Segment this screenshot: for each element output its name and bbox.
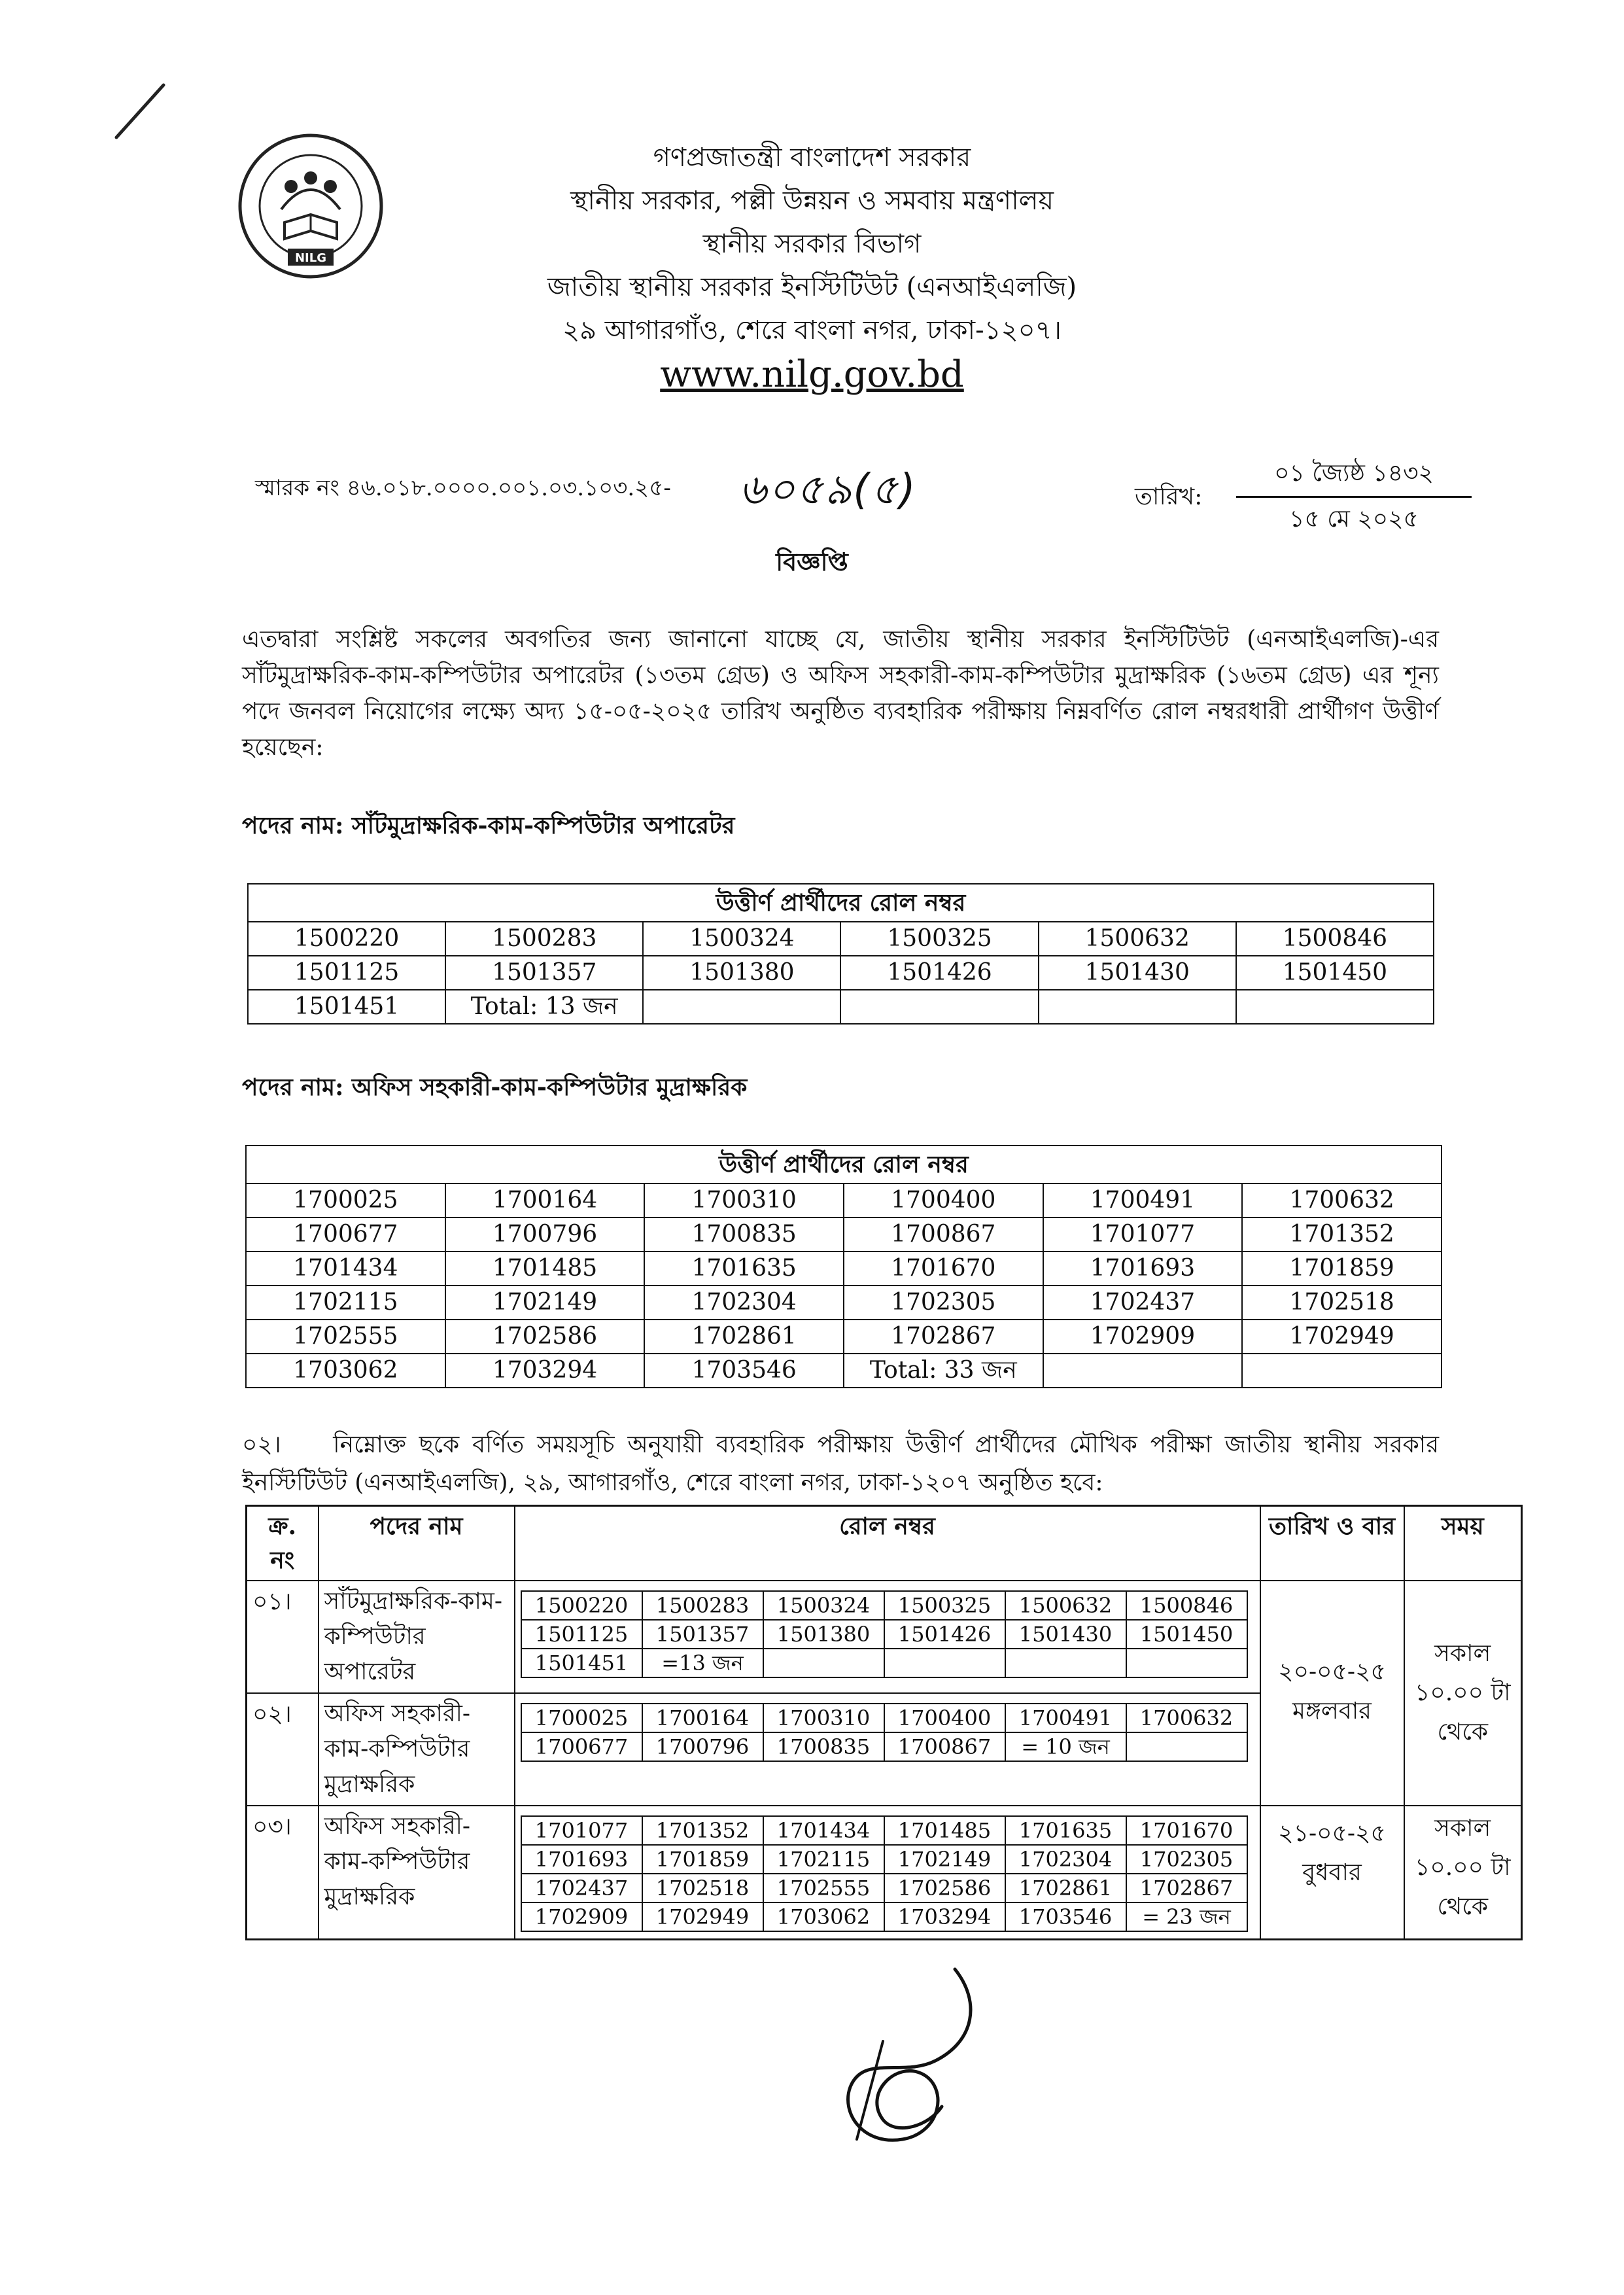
roll-cell: 1501430	[1039, 956, 1236, 990]
roll-cell: 1701859	[642, 1845, 763, 1874]
roll-cell: 1501430	[1005, 1620, 1126, 1649]
roll-cell: 1700632	[1126, 1704, 1247, 1732]
roll-cell: 1701352	[642, 1816, 763, 1845]
roll-cell: 1500324	[763, 1591, 884, 1620]
website-link[interactable]: www.nilg.gov.bd	[660, 353, 964, 396]
schedule-header-serial: ক্র. নং	[247, 1506, 319, 1581]
roll-cell: 1702861	[1005, 1874, 1126, 1902]
total-cell: = 23 জন	[1126, 1902, 1247, 1931]
roll-cell: 1701635	[1005, 1816, 1126, 1845]
post1-table-header: উত্তীর্ণ প্রার্থীদের রোল নম্বর	[248, 884, 1434, 922]
schedule-serial: ০১।	[247, 1581, 319, 1693]
schedule-serial: ০৩।	[247, 1806, 319, 1940]
roll-cell: 1701077	[1043, 1218, 1243, 1252]
total-cell: =13 জন	[642, 1649, 763, 1677]
schedule-header-post: পদের নাম	[319, 1506, 515, 1581]
roll-cell: 1702115	[763, 1845, 884, 1874]
table-row	[248, 990, 1434, 1024]
roll-cell: 1703546	[1005, 1902, 1126, 1931]
roll-cell: 1702518	[1242, 1286, 1442, 1320]
section2-text: নিম্নোক্ত ছকে বর্ণিত সময়সূচি অনুযায়ী ব্যবহারিক পরীক্ষায় উত্তীর্ণ প্রার্থীদের মৌখিক পরীক্ষা জাতীয় স্থানীয় সরকার ইনস্টিটিউট (এনআইএলজি), ২৯, আগারগাঁও, শেরে বাংলা নগর, ঢাকা-১২০৭ অনুষ্ঠিত হবে:	[242, 1431, 1439, 1496]
schedule-header-date: তারিখ ও বার	[1260, 1506, 1404, 1581]
roll-cell: 1500325	[884, 1591, 1005, 1620]
roll-cell: 1701077	[521, 1816, 642, 1845]
roll-cell: 1501380	[643, 956, 840, 990]
post1-roll-table	[247, 883, 1434, 1025]
roll-cell: 1700677	[246, 1218, 445, 1252]
roll-cell: 1700491	[1043, 1183, 1243, 1218]
roll-cell: 1700400	[884, 1704, 1005, 1732]
roll-cell: 1701485	[884, 1816, 1005, 1845]
table-row	[246, 1183, 1442, 1218]
roll-cell: 1702867	[1126, 1874, 1247, 1902]
total-cell: Total: 13 জন	[445, 990, 643, 1024]
viva-schedule-table	[245, 1505, 1523, 1940]
intro-paragraph: এতদ্বারা সংশ্লিষ্ট সকলের অবগতির জন্য জানানো যাচ্ছে যে, জাতীয় স্থানীয় সরকার ইনস্টিটিউট (এনআইএলজি)-এর সাঁটমুদ্রাক্ষরিক-কাম-কম্পিউটার অপারেটর (১৩তম গ্রেড) ও অফিস সহকারী-কাম-কম্পিউটার মুদ্রাক্ষরিক (১৬তম গ্রেড) এর শূন্য পদে জনবল নিয়োগের লক্ষ্যে অদ্য ১৫-০৫-২০২৫ তারিখ অনুষ্ঠিত ব্যবহারিক পরীক্ষায় নিম্নবর্ণিত রোল নম্বরধারী প্রার্থীগণ উত্তীর্ণ হয়েছেন:	[242, 626, 1439, 761]
roll-cell	[1043, 1354, 1243, 1388]
table-row	[248, 956, 1434, 990]
roll-cell	[840, 990, 1038, 1024]
roll-cell: 1500846	[1126, 1591, 1247, 1620]
roll-cell: 1500283	[642, 1591, 763, 1620]
roll-cell: 1702867	[844, 1320, 1043, 1354]
post2-table-header: উত্তীর্ণ প্রার্থীদের রোল নম্বর	[246, 1146, 1442, 1183]
schedule-date-group2	[1260, 1806, 1404, 1940]
roll-cell	[1242, 1354, 1442, 1388]
roll-cell: 1500220	[248, 922, 445, 956]
schedule-date-group1	[1260, 1581, 1404, 1806]
schedule-roll-grid	[521, 1815, 1248, 1932]
roll-cell: 1700632	[1242, 1183, 1442, 1218]
roll-cell: 1500283	[445, 922, 643, 956]
roll-cell: 1701670	[1126, 1816, 1247, 1845]
schedule-date: ২০-০৫-২৫	[1278, 1658, 1386, 1685]
roll-cell: 1701670	[844, 1252, 1043, 1286]
roll-cell	[1039, 990, 1236, 1024]
roll-cell	[763, 1649, 884, 1677]
roll-cell: 1701434	[246, 1252, 445, 1286]
roll-cell: 1703294	[445, 1354, 645, 1388]
roll-cell: 1501451	[248, 990, 445, 1024]
roll-cell: 1702304	[1005, 1845, 1126, 1874]
schedule-post-name: অফিস সহকারী-কাম-কম্পিউটার মুদ্রাক্ষরিক	[319, 1806, 515, 1940]
memo-ref-handwritten: ৬০৫৯(৫)	[739, 466, 917, 514]
logo-text: NILG	[294, 251, 327, 265]
pen-stroke-mark	[111, 79, 170, 144]
roll-cell	[1126, 1649, 1247, 1677]
header-line-2: স্থানীয় সরকার, পল্লী উন্নয়ন ও সমবায় মন্ত্রণালয়	[570, 186, 1054, 216]
post2-roll-table	[245, 1145, 1442, 1388]
roll-cell: 1702861	[644, 1320, 844, 1354]
roll-cell: 1702949	[1242, 1320, 1442, 1354]
schedule-header-roll: রোল নম্বর	[515, 1506, 1260, 1581]
schedule-day: বুধবার	[1302, 1859, 1362, 1886]
date-label: তারিখ:	[1135, 483, 1203, 510]
schedule-time-group1: সকাল ১০.০০ টা থেকে	[1404, 1581, 1522, 1806]
roll-cell: 1500220	[521, 1591, 642, 1620]
roll-cell: 1700164	[445, 1183, 645, 1218]
roll-cell: 1701635	[644, 1252, 844, 1286]
notice-title: বিজ্ঞপ্তি	[776, 547, 848, 576]
roll-cell	[1126, 1732, 1247, 1761]
roll-cell: 1703062	[246, 1354, 445, 1388]
header-line-5: ২৯ আগারগাঁও, শেরে বাংলা নগর, ঢাকা-১২০৭।	[562, 315, 1062, 345]
schedule-roll-grid	[521, 1703, 1248, 1762]
roll-cell: 1700835	[644, 1218, 844, 1252]
roll-cell: 1501450	[1236, 956, 1434, 990]
roll-cell: 1701859	[1242, 1252, 1442, 1286]
roll-cell	[643, 990, 840, 1024]
roll-cell: 1500632	[1039, 922, 1236, 956]
roll-cell: 1501125	[248, 956, 445, 990]
roll-cell: 1702949	[642, 1902, 763, 1931]
table-row	[246, 1354, 1442, 1388]
signature-mark	[785, 1963, 1060, 2159]
header-line-4: জাতীয় স্থানীয় সরকার ইনস্টিটিউট (এনআইএলজি)	[547, 272, 1077, 302]
schedule-roll-cell	[515, 1581, 1260, 1693]
date-english: ১৫ মে ২০২৫	[1289, 506, 1419, 533]
roll-cell: 1702149	[884, 1845, 1005, 1874]
roll-cell: 1501450	[1126, 1620, 1247, 1649]
roll-cell: 1702555	[246, 1320, 445, 1354]
roll-cell: 1501451	[521, 1649, 642, 1677]
schedule-post-name: সাঁটমুদ্রাক্ষরিক-কাম-কম্পিউটার অপারেটর	[319, 1581, 515, 1693]
roll-cell: 1702437	[521, 1874, 642, 1902]
roll-cell: 1700310	[644, 1183, 844, 1218]
schedule-post-name: অফিস সহকারী-কাম-কম্পিউটার মুদ্রাক্ষরিক	[319, 1693, 515, 1806]
table-row	[248, 922, 1434, 956]
header-line-1: গণপ্রজাতন্ত্রী বাংলাদেশ সরকার	[653, 143, 971, 173]
roll-cell: 1701693	[521, 1845, 642, 1874]
roll-cell: 1702909	[521, 1902, 642, 1931]
roll-cell: 1701693	[1043, 1252, 1243, 1286]
schedule-roll-cell	[515, 1693, 1260, 1806]
roll-cell: 1500325	[840, 922, 1038, 956]
roll-cell: 1703546	[644, 1354, 844, 1388]
schedule-serial: ০২।	[247, 1693, 319, 1806]
roll-cell: 1702149	[445, 1286, 645, 1320]
roll-cell	[1236, 990, 1434, 1024]
schedule-day: মঙ্গলবার	[1292, 1698, 1372, 1725]
roll-cell: 1702115	[246, 1286, 445, 1320]
date-divider	[1236, 496, 1472, 498]
roll-cell: 1500846	[1236, 922, 1434, 956]
roll-cell: 1700835	[763, 1732, 884, 1761]
roll-cell: 1703294	[884, 1902, 1005, 1931]
roll-cell: 1702304	[644, 1286, 844, 1320]
table-row	[246, 1320, 1442, 1354]
roll-cell: 1700491	[1005, 1704, 1126, 1732]
roll-cell: 1702305	[844, 1286, 1043, 1320]
roll-cell: 1703062	[763, 1902, 884, 1931]
roll-cell: 1700796	[642, 1732, 763, 1761]
roll-cell: 1702586	[445, 1320, 645, 1354]
roll-cell	[1005, 1649, 1126, 1677]
schedule-roll-cell	[515, 1806, 1260, 1940]
roll-cell: 1702305	[1126, 1845, 1247, 1874]
table-row	[246, 1252, 1442, 1286]
roll-cell: 1701485	[445, 1252, 645, 1286]
roll-cell: 1700025	[521, 1704, 642, 1732]
total-cell: = 10 জন	[1005, 1732, 1126, 1761]
schedule-roll-grid	[521, 1590, 1248, 1678]
roll-cell: 1700310	[763, 1704, 884, 1732]
roll-cell: 1701434	[763, 1816, 884, 1845]
roll-cell: 1500632	[1005, 1591, 1126, 1620]
roll-cell: 1501357	[642, 1620, 763, 1649]
header-line-3: স্থানীয় সরকার বিভাগ	[702, 229, 922, 259]
roll-cell: 1700867	[844, 1218, 1043, 1252]
memo-ref-number: স্মারক নং ৪৬.০১৮.০০০০.০০১.০৩.১০৩.২৫-	[255, 475, 671, 501]
roll-cell	[884, 1649, 1005, 1677]
roll-cell: 1700400	[844, 1183, 1043, 1218]
table-row	[246, 1286, 1442, 1320]
table-row	[247, 1581, 1522, 1693]
table-row	[246, 1218, 1442, 1252]
total-cell: Total: 33 জন	[844, 1354, 1043, 1388]
roll-cell: 1702909	[1043, 1320, 1243, 1354]
letterhead	[0, 136, 1624, 352]
table-row	[247, 1806, 1522, 1940]
roll-cell: 1702555	[763, 1874, 884, 1902]
date-bangla: ০১ জ্যৈষ্ঠ ১৪৩২	[1274, 460, 1434, 487]
roll-cell: 1700164	[642, 1704, 763, 1732]
roll-cell: 1501357	[445, 956, 643, 990]
roll-cell: 1501380	[763, 1620, 884, 1649]
post1-title: পদের নাম: সাঁটমুদ্রাক্ষরিক-কাম-কম্পিউটার অপারেটর	[242, 812, 735, 839]
roll-cell: 1700677	[521, 1732, 642, 1761]
roll-cell: 1500324	[643, 922, 840, 956]
schedule-header-time: সময়	[1404, 1506, 1522, 1581]
roll-cell: 1501426	[840, 956, 1038, 990]
schedule-date: ২১-০৫-২৫	[1278, 1820, 1386, 1847]
roll-cell: 1701352	[1242, 1218, 1442, 1252]
schedule-time-group2: সকাল ১০.০০ টা থেকে	[1404, 1806, 1522, 1940]
section2-number: ০২।	[242, 1431, 281, 1458]
roll-cell: 1702437	[1043, 1286, 1243, 1320]
roll-cell: 1702518	[642, 1874, 763, 1902]
section2-paragraph	[242, 1426, 1439, 1502]
roll-cell: 1501426	[884, 1620, 1005, 1649]
roll-cell: 1700796	[445, 1218, 645, 1252]
roll-cell: 1702586	[884, 1874, 1005, 1902]
roll-cell: 1700025	[246, 1183, 445, 1218]
post2-title: পদের নাম: অফিস সহকারী-কাম-কম্পিউটার মুদ্রাক্ষরিক	[242, 1074, 748, 1101]
roll-cell: 1501125	[521, 1620, 642, 1649]
roll-cell: 1700867	[884, 1732, 1005, 1761]
